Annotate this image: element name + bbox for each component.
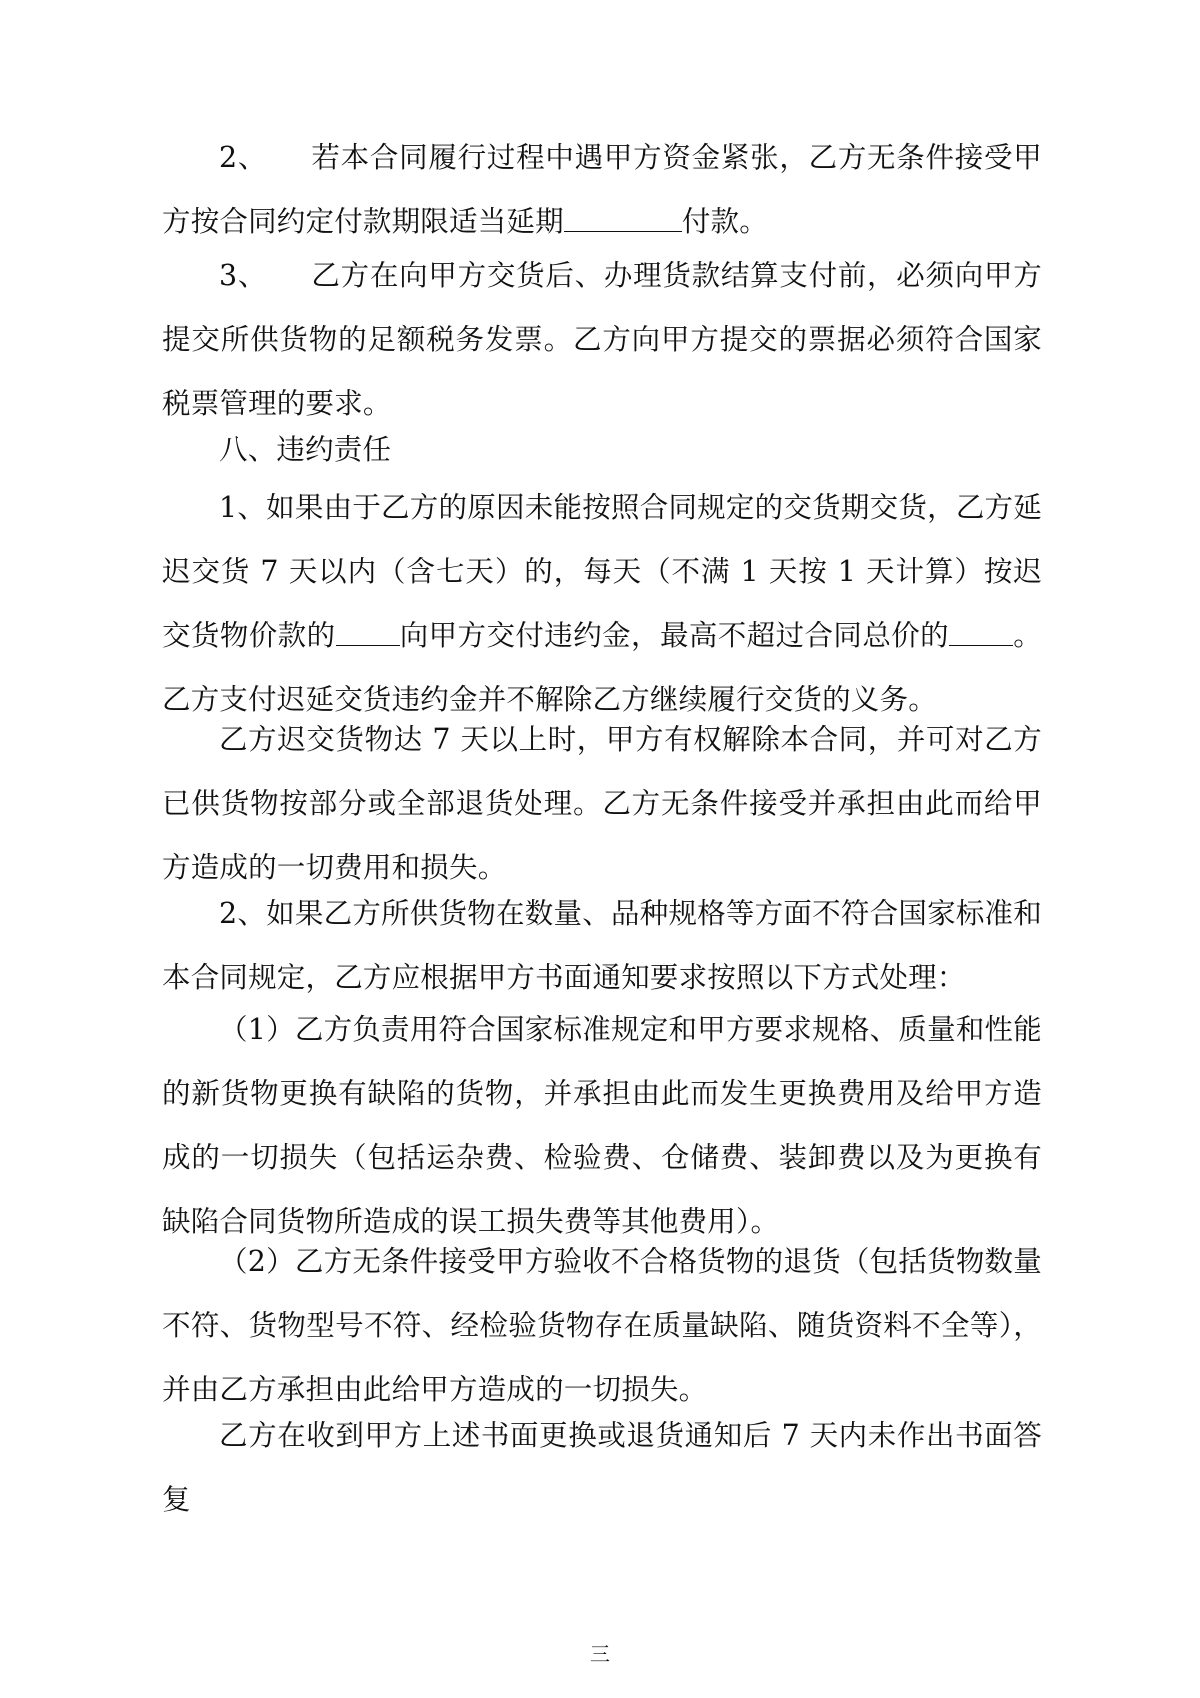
clause-7-2-text: 2、 若本合同履行过程中遇甲方资金紧张，乙方无条件接受甲方按合同约定付款期限适当延期: [162, 141, 1042, 238]
clause-8-1-text-mid: 向甲方交付违约金，最高不超过合同总价的: [399, 619, 950, 652]
clause-7-2-paragraph: [162, 126, 1042, 254]
clause-8-1-paragraph: [162, 476, 1042, 732]
clause-8-2-paragraph: [162, 882, 1042, 1010]
clause-8-1-late-text: 乙方迟交货物达 7 天以上时，甲方有权解除本合同，并可对乙方已供货物按部分或全部退货处理。乙方无条件接受并承担由此而给甲方造成的一切费用和损失。: [162, 723, 1042, 884]
clause-7-2-text-end: 付款。: [681, 205, 768, 238]
clause-8-1-text: 1、如果由于乙方的原因未能按照合同规定的交货期交货，乙方延迟交货 7 天以内（含七天）的，每天（不满 1 天按 1 天计算）按迟交货物价款的: [162, 491, 1042, 652]
clause-8-1-text-end: 。乙方支付迟延交货违约金并不解除乙方继续履行交货的义务。: [162, 619, 1043, 716]
payment-delay-blank[interactable]: [564, 203, 682, 233]
section-8-heading: [162, 418, 1042, 482]
clause-7-3-paragraph: [162, 244, 1042, 436]
section-8-heading-text: 八、违约责任: [219, 433, 392, 466]
clause-8-2-item-1-text: （1）乙方负责用符合国家标准规定和甲方要求规格、质量和性能的新货物更换有缺陷的货物，并承担由此而发生更换费用及给甲方造成的一切损失（包括运杂费、检验费、仓储费、装卸费以及为更换有缺陷合同货物所造成的误工损失费等其他费用）。: [162, 1013, 1042, 1238]
penalty-rate-blank[interactable]: [336, 617, 400, 647]
penalty-cap-blank[interactable]: [949, 617, 1013, 647]
clause-8-2-item-2-paragraph: [162, 1230, 1042, 1422]
clause-8-3-paragraph: [162, 1404, 1042, 1532]
clause-8-2-item-2-text: （2）乙方无条件接受甲方验收不合格货物的退货（包括货物数量不符、货物型号不符、经检验货物存在质量缺陷、随货资料不全等），并由乙方承担由此给甲方造成的一切损失。: [162, 1245, 1042, 1406]
clause-8-2-text: 2、如果乙方所供货物在数量、品种规格等方面不符合国家标准和本合同规定，乙方应根据甲方书面通知要求按照以下方式处理：: [162, 897, 1042, 994]
clause-7-3-text: 3、 乙方在向甲方交货后、办理货款结算支付前，必须向甲方提交所供货物的足额税务发票。乙方向甲方提交的票据必须符合国家税票管理的要求。: [162, 259, 1042, 420]
clause-8-2-item-1-paragraph: [162, 998, 1042, 1254]
clause-8-1-late-paragraph: [162, 708, 1042, 900]
clause-8-3-text: 乙方在收到甲方上述书面更换或退货通知后 7 天内未作出书面答复: [162, 1419, 1042, 1516]
page-number: 三: [590, 1642, 610, 1666]
